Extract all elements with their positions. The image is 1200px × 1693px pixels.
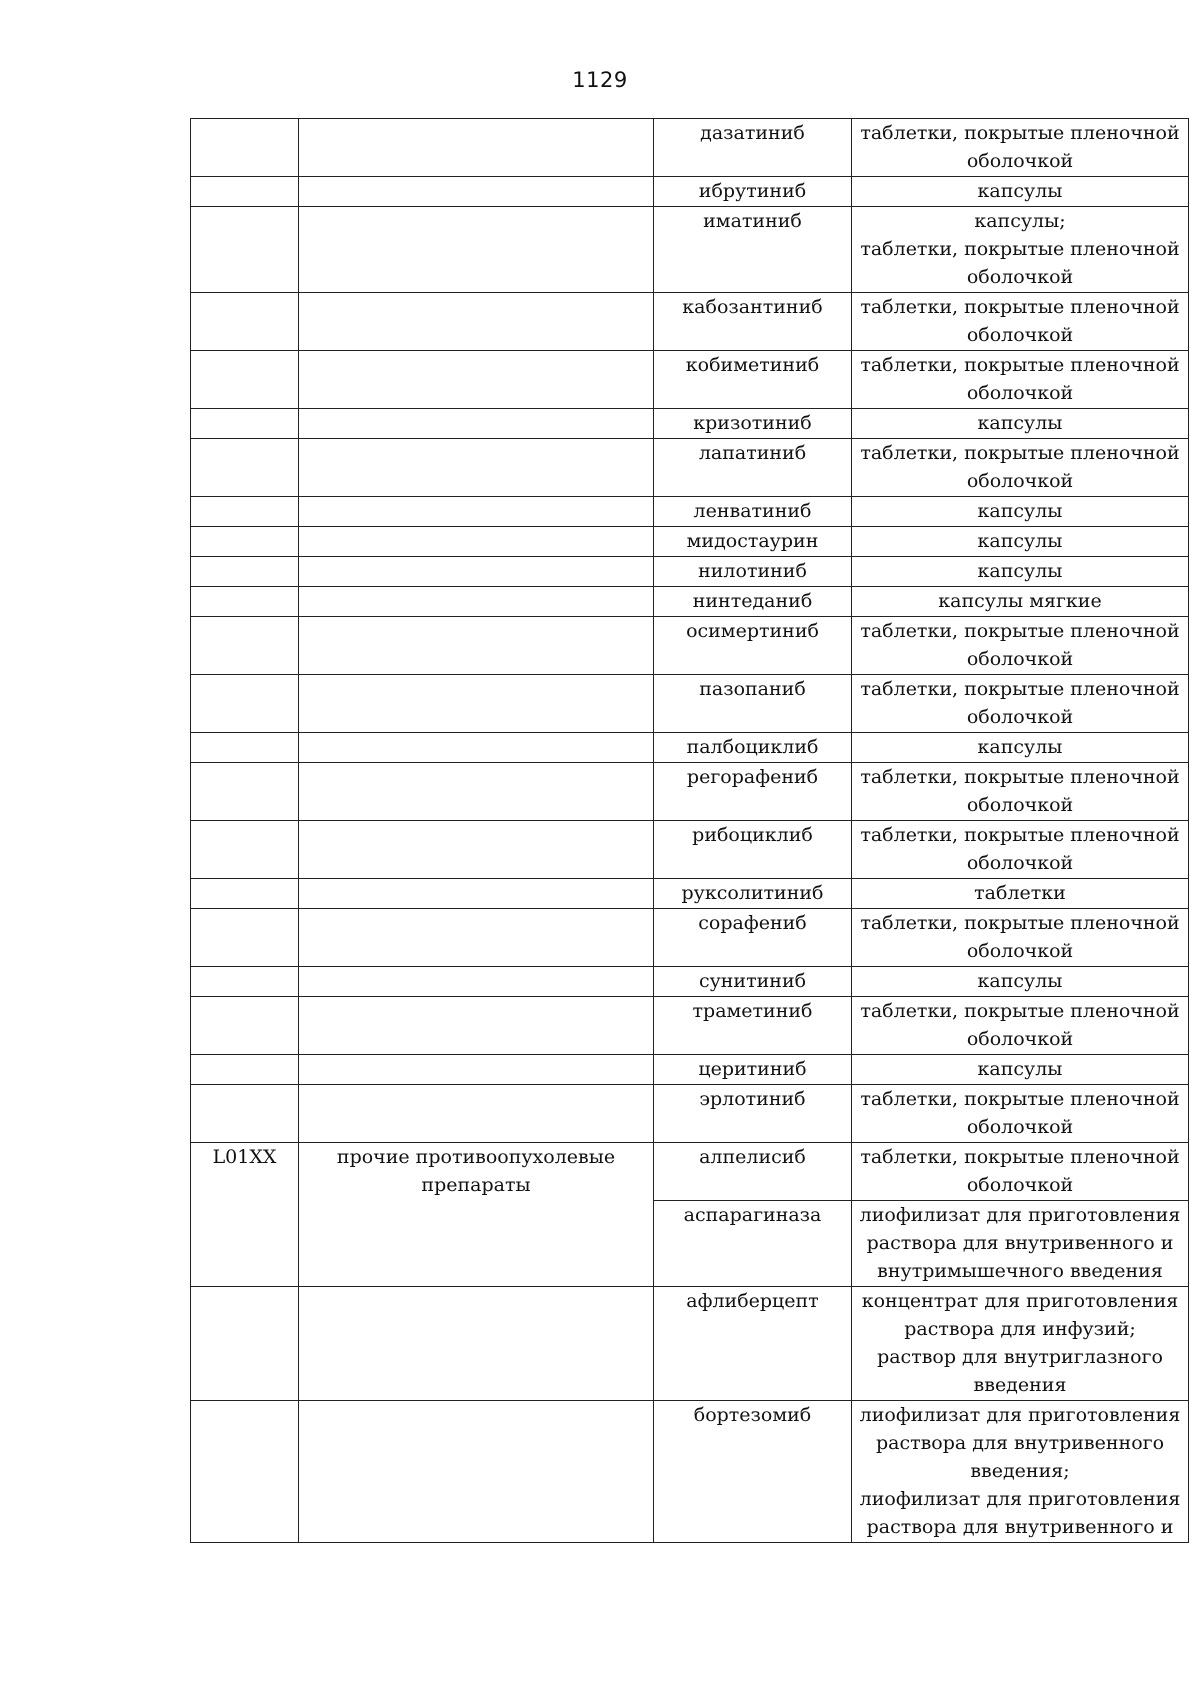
atc-code-cell [191,557,299,587]
drug-name-cell: мидостаурин [654,527,852,557]
atc-code-cell: L01XX [191,1143,299,1287]
atc-group-cell [299,733,654,763]
atc-group-cell [299,763,654,821]
table-row [191,351,1189,409]
dosage-form-cell [852,617,1189,675]
atc-group-cell [299,1085,654,1143]
dosage-form-line: капсулы мягкие [938,590,1102,612]
dosage-form-line: оболочкой [966,382,1074,404]
drug-name-cell: кабозантиниб [654,293,852,351]
drug-name-cell: кризотиниб [654,409,852,439]
dosage-form-line: таблетки, покрытые пленочной [860,1000,1180,1022]
dosage-form-cell [852,997,1189,1055]
atc-code-cell [191,527,299,557]
table-row [191,617,1189,675]
atc-group-cell [299,439,654,497]
atc-code-cell [191,439,299,497]
dosage-form-cell [852,409,1189,439]
page-number: 1129 [572,68,628,92]
drug-name-cell: рибоциклиб [654,821,852,879]
dosage-form-line: таблетки, покрытые пленочной [860,678,1180,700]
drug-name-cell: лапатиниб [654,439,852,497]
atc-group-cell [299,879,654,909]
atc-code-cell [191,293,299,351]
drug-name-cell: иматиниб [654,207,852,293]
dosage-form-line: лиофилизат для приготовления [859,1488,1181,1510]
atc-code-cell [191,1401,299,1543]
dosage-form-line: оболочкой [966,1174,1074,1196]
table-row [191,1287,1189,1401]
dosage-form-line: таблетки, покрытые пленочной [860,766,1180,788]
table-row [191,909,1189,967]
table-row [191,879,1189,909]
dosage-form-line: таблетки, покрытые пленочной [860,354,1180,376]
atc-group-cell [299,909,654,967]
drug-name-cell: ибрутиниб [654,177,852,207]
dosage-form-line: капсулы [977,560,1063,582]
table-row [191,763,1189,821]
dosage-form-cell [852,1287,1189,1401]
atc-group-cell [299,1287,654,1401]
dosage-form-line: таблетки, покрытые пленочной [860,122,1180,144]
dosage-form-line: капсулы [977,530,1063,552]
dosage-form-line: раствора для внутривенного и [866,1232,1174,1254]
dosage-form-line: капсулы [977,412,1063,434]
drug-name-cell: дазатиниб [654,119,852,177]
table-row [191,997,1189,1055]
dosage-form-cell [852,527,1189,557]
atc-code-cell [191,909,299,967]
dosage-form-line: введения [973,1374,1067,1396]
table-row [191,293,1189,351]
dosage-form-cell [852,1055,1189,1085]
atc-code-cell [191,967,299,997]
dosage-form-cell [852,675,1189,733]
atc-group-cell [299,409,654,439]
drug-name-cell: аспарагиназа [654,1201,852,1287]
dosage-form-line: капсулы [977,1058,1063,1080]
atc-group-cell [299,1401,654,1543]
table-row [191,119,1189,177]
dosage-form-cell [852,821,1189,879]
atc-code-cell [191,177,299,207]
drug-name-cell: сунитиниб [654,967,852,997]
table-row [191,733,1189,763]
dosage-form-line: капсулы [977,500,1063,522]
dosage-form-line: оболочкой [966,706,1074,728]
dosage-form-cell [852,557,1189,587]
atc-group-cell [299,821,654,879]
dosage-form-line: капсулы [977,736,1063,758]
dosage-form-cell [852,1201,1189,1287]
table-row [191,439,1189,497]
dosage-form-cell [852,207,1189,293]
atc-code-cell [191,879,299,909]
table-row [191,1085,1189,1143]
atc-group-cell [299,997,654,1055]
drug-name-cell: афлиберцепт [654,1287,852,1401]
dosage-form-cell [852,763,1189,821]
dosage-form-line: оболочкой [966,648,1074,670]
drug-name-cell: руксолитиниб [654,879,852,909]
table-row [191,967,1189,997]
table-row [191,821,1189,879]
atc-group-cell [299,177,654,207]
atc-group-cell [299,119,654,177]
dosage-form-line: лиофилизат для приготовления [859,1404,1181,1426]
dosage-form-cell [852,119,1189,177]
table-row [191,497,1189,527]
dosage-form-line: оболочкой [966,1028,1074,1050]
dosage-form-line: введения; [970,1460,1070,1482]
drug-name-cell: кобиметиниб [654,351,852,409]
atc-group-cell [299,675,654,733]
atc-group-cell [299,967,654,997]
dosage-form-cell [852,351,1189,409]
atc-group-cell [299,557,654,587]
dosage-form-line: оболочкой [966,470,1074,492]
dosage-form-line: таблетки, покрытые пленочной [860,1146,1180,1168]
atc-group-cell [299,1143,654,1287]
atc-group-cell [299,207,654,293]
dosage-form-cell [852,733,1189,763]
drug-name-cell: регорафениб [654,763,852,821]
dosage-form-cell [852,1401,1189,1543]
table-row [191,1401,1189,1543]
atc-code-cell [191,1085,299,1143]
dosage-form-line: таблетки, покрытые пленочной [860,620,1180,642]
atc-code-cell [191,733,299,763]
drug-name-cell: траметиниб [654,997,852,1055]
drug-name-cell: палбоциклиб [654,733,852,763]
dosage-form-line: таблетки, покрытые пленочной [860,238,1180,260]
table-row [191,1055,1189,1085]
dosage-form-line: капсулы; [974,210,1066,232]
atc-group-cell [299,497,654,527]
dosage-form-line: капсулы [977,970,1063,992]
drug-name-cell: ленватиниб [654,497,852,527]
dosage-form-line: таблетки, покрытые пленочной [860,1088,1180,1110]
dosage-form-line: оболочкой [966,1116,1074,1138]
table-row [191,207,1189,293]
atc-group-cell [299,527,654,557]
dosage-form-line: оболочкой [966,852,1074,874]
atc-code-cell [191,409,299,439]
atc-code-cell [191,617,299,675]
dosage-form-line: таблетки, покрытые пленочной [860,912,1180,934]
dosage-form-line: раствор для внутриглазного [877,1346,1163,1368]
dosage-form-line: оболочкой [966,940,1074,962]
atc-code-cell [191,675,299,733]
dosage-form-line: раствора для внутривенного [875,1432,1165,1454]
atc-code-cell [191,821,299,879]
atc-group-cell [299,351,654,409]
drug-name-cell: пазопаниб [654,675,852,733]
atc-code-cell [191,497,299,527]
dosage-form-line: таблетки [974,882,1066,904]
drug-name-cell: эрлотиниб [654,1085,852,1143]
dosage-form-cell [852,1143,1189,1201]
atc-code-cell [191,997,299,1055]
atc-code-cell [191,763,299,821]
table-row [191,675,1189,733]
atc-group-cell [299,1055,654,1085]
table-row [191,557,1189,587]
dosage-form-cell [852,967,1189,997]
table-row [191,587,1189,617]
drug-table [190,118,1189,1543]
atc-group-cell [299,617,654,675]
dosage-form-line: таблетки, покрытые пленочной [860,442,1180,464]
table-row [191,177,1189,207]
atc-code-cell [191,1287,299,1401]
dosage-form-cell [852,497,1189,527]
drug-name-cell: бортезомиб [654,1401,852,1543]
atc-group-name-line: препараты [421,1174,531,1196]
drug-name-cell: сорафениб [654,909,852,967]
dosage-form-line: таблетки, покрытые пленочной [860,824,1180,846]
atc-group-cell [299,293,654,351]
dosage-form-line: концентрат для приготовления [861,1290,1179,1312]
dosage-form-line: капсулы [977,180,1063,202]
dosage-form-line: внутримышечного введения [877,1260,1163,1282]
atc-code-cell [191,119,299,177]
dosage-form-line: раствора для инфузий; [904,1318,1136,1340]
drug-name-cell: нилотиниб [654,557,852,587]
drug-name-cell: церитиниб [654,1055,852,1085]
dosage-form-cell [852,177,1189,207]
atc-group-cell [299,587,654,617]
dosage-form-cell [852,879,1189,909]
dosage-form-line: оболочкой [966,324,1074,346]
dosage-form-line: оболочкой [966,266,1074,288]
dosage-form-cell [852,293,1189,351]
table-row [191,409,1189,439]
atc-code-cell [191,207,299,293]
dosage-form-line: оболочкой [966,150,1074,172]
drug-name-cell: осимертиниб [654,617,852,675]
atc-code-cell [191,1055,299,1085]
dosage-form-line: лиофилизат для приготовления [859,1204,1181,1226]
drug-name-cell: нинтеданиб [654,587,852,617]
dosage-form-cell [852,439,1189,497]
atc-code-cell [191,351,299,409]
table-row [191,1143,1189,1201]
dosage-form-line: оболочкой [966,794,1074,816]
atc-group-name-line: прочие противоопухолевые [336,1146,616,1168]
dosage-form-cell [852,587,1189,617]
drug-name-cell: алпелисиб [654,1143,852,1201]
dosage-form-cell [852,909,1189,967]
atc-code-cell [191,587,299,617]
dosage-form-cell [852,1085,1189,1143]
table-row [191,527,1189,557]
dosage-form-line: таблетки, покрытые пленочной [860,296,1180,318]
dosage-form-line: раствора для внутривенного и [866,1516,1174,1538]
